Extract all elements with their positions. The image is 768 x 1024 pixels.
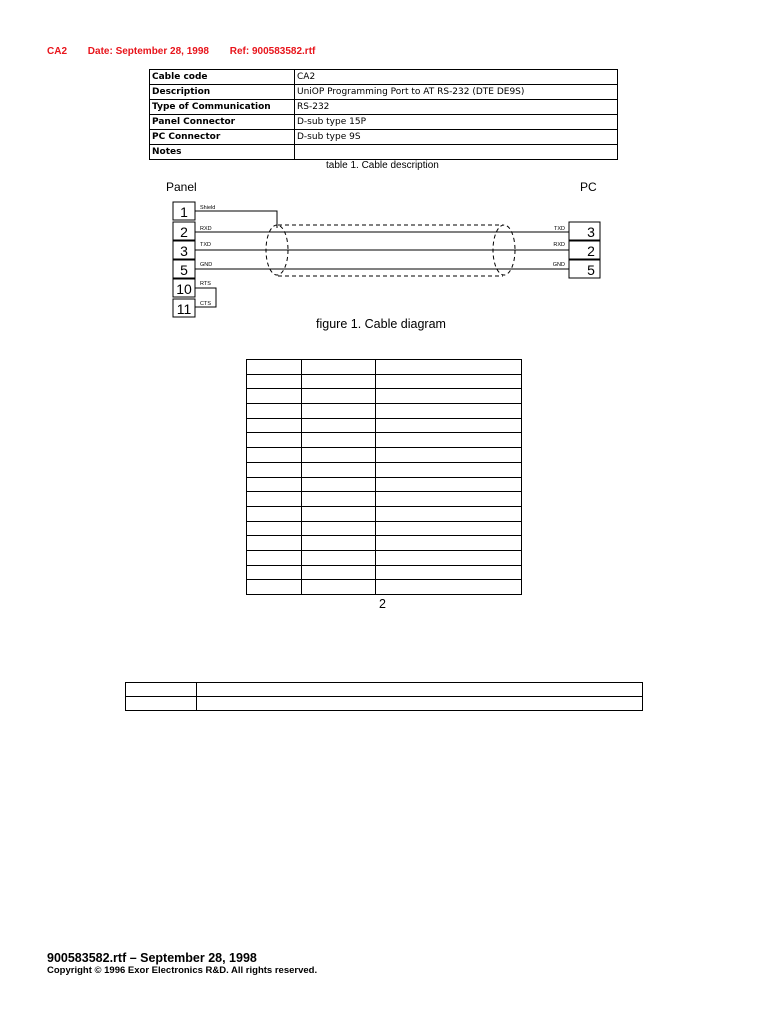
table-cell (301, 521, 375, 536)
table-cell (126, 697, 197, 711)
table-cell (301, 418, 375, 433)
signal-label: GND (200, 262, 213, 268)
table-row (247, 492, 522, 507)
table-row (150, 70, 618, 85)
table-cell (126, 683, 197, 697)
table-cell (247, 506, 302, 521)
table-cell (301, 565, 375, 580)
panel-pin-number: 10 (176, 281, 192, 297)
table-row (247, 433, 522, 448)
row-value: UniOP Programming Port to AT RS-232 (DTE DE9S) (295, 85, 618, 100)
signal-label: RXD (200, 226, 212, 232)
table-cell (301, 550, 375, 565)
row-value: RS-232 (295, 100, 618, 115)
cable-code-label: CA2 (47, 46, 68, 57)
pc-pin-number: 3 (587, 224, 595, 240)
table-cell (247, 433, 302, 448)
row-label: Cable code (150, 70, 295, 85)
table-cell (376, 404, 522, 419)
small-empty-table (125, 682, 643, 711)
pc-pin-box (569, 222, 600, 240)
table-row (247, 536, 522, 551)
table-row (247, 374, 522, 389)
row-label: Type of Communication (150, 100, 295, 115)
footer-title: 900583582.rtf – September 28, 1998 (47, 951, 257, 965)
table-cell (376, 492, 522, 507)
table-cell (376, 550, 522, 565)
row-label: PC Connector (150, 130, 295, 145)
table-cell (247, 536, 302, 551)
table-row (126, 683, 643, 697)
table-cell (301, 360, 375, 375)
document-header (47, 46, 333, 57)
signal-label: RTS (200, 281, 211, 287)
panel-pin-number: 11 (176, 301, 192, 317)
table-cell (247, 565, 302, 580)
grid-body (247, 360, 522, 595)
row-value: CA2 (295, 70, 618, 85)
row-label: Notes (150, 145, 295, 160)
signal-label: GND (552, 262, 565, 268)
signal-label: RXD (553, 242, 565, 248)
table-row (126, 697, 643, 711)
pc-pin-number: 5 (587, 262, 595, 278)
table-cell (247, 389, 302, 404)
pc-title: PC (580, 180, 597, 194)
table-row (150, 145, 618, 160)
signal-label: TXD (554, 226, 565, 232)
panel-signal-labels (200, 205, 215, 307)
table-row (247, 448, 522, 463)
table-row (247, 565, 522, 580)
cable-description-table (149, 69, 618, 160)
pc-pin-box (569, 260, 600, 278)
ref-label: Ref: 900583582.rtf (229, 46, 316, 57)
table-cell (197, 683, 643, 697)
table-cell (301, 477, 375, 492)
table-cell (376, 565, 522, 580)
wires (195, 211, 569, 307)
table-cell (301, 580, 375, 595)
table-cell (301, 433, 375, 448)
row-value: D-sub type 9S (295, 130, 618, 145)
pc-connector (569, 222, 600, 278)
table-cell (376, 477, 522, 492)
table-cell (376, 536, 522, 551)
table-cell (301, 404, 375, 419)
date-label: Date: September 28, 1998 (87, 46, 209, 57)
signal-label: CTS (200, 301, 211, 307)
panel-pin-number: 3 (180, 243, 188, 259)
table-row (247, 404, 522, 419)
table-cell (301, 389, 375, 404)
table-cell (247, 462, 302, 477)
table-row (247, 580, 522, 595)
table-row (247, 462, 522, 477)
table-cell (376, 506, 522, 521)
table-cell (376, 418, 522, 433)
table-cell (376, 389, 522, 404)
table-row (247, 521, 522, 536)
table-cell (376, 521, 522, 536)
signal-label: Shield (200, 205, 216, 211)
table-cell (247, 580, 302, 595)
table-row (247, 418, 522, 433)
table-caption: table 1. Cable description (326, 160, 439, 171)
pc-pin-box (569, 241, 600, 259)
panel-title: Panel (166, 180, 197, 194)
panel-pin-number: 5 (180, 262, 188, 278)
table-row (150, 115, 618, 130)
table-cell (247, 374, 302, 389)
table-cell (301, 374, 375, 389)
table-cell (301, 506, 375, 521)
row-value: D-sub type 15P (295, 115, 618, 130)
table-cell (197, 697, 643, 711)
table-cell (247, 550, 302, 565)
table-cell (376, 462, 522, 477)
row-label: Panel Connector (150, 115, 295, 130)
table-row (247, 360, 522, 375)
table-cell (247, 521, 302, 536)
table-cell (376, 374, 522, 389)
panel-pin-number: 1 (180, 204, 188, 220)
table-cell (376, 433, 522, 448)
table-cell (247, 404, 302, 419)
signal-label: TXD (200, 242, 211, 248)
table-cell (247, 360, 302, 375)
table-row (150, 85, 618, 100)
empty-grid-table (246, 359, 522, 595)
figure-caption: figure 1. Cable diagram (316, 317, 446, 331)
table-cell (247, 477, 302, 492)
table-row (150, 130, 618, 145)
table-row (247, 477, 522, 492)
row-value (295, 145, 618, 160)
page-number: 2 (379, 597, 386, 611)
table-cell (301, 448, 375, 463)
table-row (247, 389, 522, 404)
cable-diagram (160, 178, 610, 320)
pc-pin-numbers (587, 224, 595, 278)
table-row (150, 100, 618, 115)
footer-copyright: Copyright © 1996 Exor Electronics R&D. All rights reserved. (47, 965, 318, 976)
row-label: Description (150, 85, 295, 100)
table-cell (376, 580, 522, 595)
table-cell (301, 536, 375, 551)
panel-pin-number: 2 (180, 224, 188, 240)
table-cell (301, 462, 375, 477)
table-cell (376, 448, 522, 463)
table-cell (376, 360, 522, 375)
table-cell (247, 448, 302, 463)
table-row (247, 550, 522, 565)
table-cell (247, 418, 302, 433)
table-row (247, 506, 522, 521)
pc-pin-number: 2 (587, 243, 595, 259)
table-cell (247, 492, 302, 507)
table-cell (301, 492, 375, 507)
